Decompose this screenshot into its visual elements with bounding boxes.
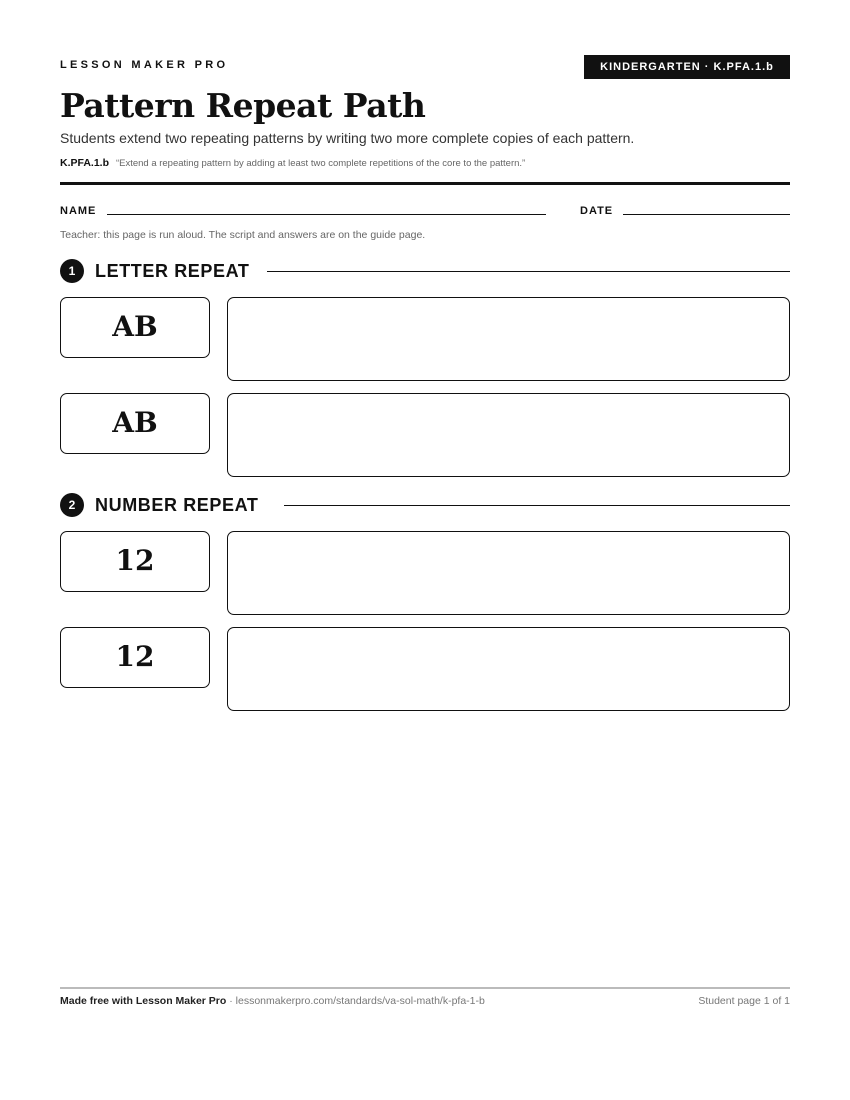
date-label: DATE [580, 205, 614, 217]
answer-box[interactable] [227, 531, 790, 615]
worksheet-page [60, 0, 790, 1100]
footer-page-number: Student page 1 of 1 [698, 995, 790, 1007]
answer-box[interactable] [227, 393, 790, 477]
header-divider [60, 182, 790, 185]
pattern-box: 12 [60, 627, 210, 688]
footer-url-link[interactable]: lessonmakerpro.com/standards/va-sol-math/k-pfa-1-b [235, 995, 485, 1007]
footer-separator: · [226, 995, 236, 1007]
section-number-badge: 2 [60, 493, 84, 517]
brand-name: LESSON MAKER PRO [60, 59, 229, 71]
standard-code: K.PFA.1.b [60, 157, 110, 169]
date-field[interactable] [623, 214, 790, 215]
pattern-box: 12 [60, 531, 210, 592]
page-subtitle: Students extend two repeating patterns by writing two more complete copies of each pattern. [60, 130, 635, 146]
pattern-box: AB [60, 393, 210, 454]
page-title: Pattern Repeat Path [60, 86, 426, 125]
standard-line [60, 157, 525, 169]
answer-box[interactable] [227, 297, 790, 381]
section-title: LETTER REPEAT [95, 261, 250, 281]
footer-brand: Made free with Lesson Maker Pro [60, 995, 227, 1007]
section-rule [267, 271, 790, 272]
section-rule [284, 505, 790, 506]
section-number-badge: 1 [60, 259, 84, 283]
footer-divider [60, 987, 790, 989]
name-field[interactable] [107, 214, 546, 215]
footer-credit [60, 995, 485, 1007]
teacher-note: Teacher: this page is run aloud. The script and answers are on the guide page. [60, 229, 426, 241]
section-title: NUMBER REPEAT [95, 495, 259, 515]
grade-standard-badge: KINDERGARTEN · K.PFA.1.b [584, 55, 790, 79]
pattern-box: AB [60, 297, 210, 358]
section-header-number-repeat [60, 492, 790, 518]
standard-quote: “Extend a repeating pattern by adding at least two complete repetitions of the core to the pattern.” [115, 158, 526, 169]
section-header-letter-repeat [60, 258, 790, 284]
name-label: NAME [60, 205, 97, 217]
answer-box[interactable] [227, 627, 790, 711]
